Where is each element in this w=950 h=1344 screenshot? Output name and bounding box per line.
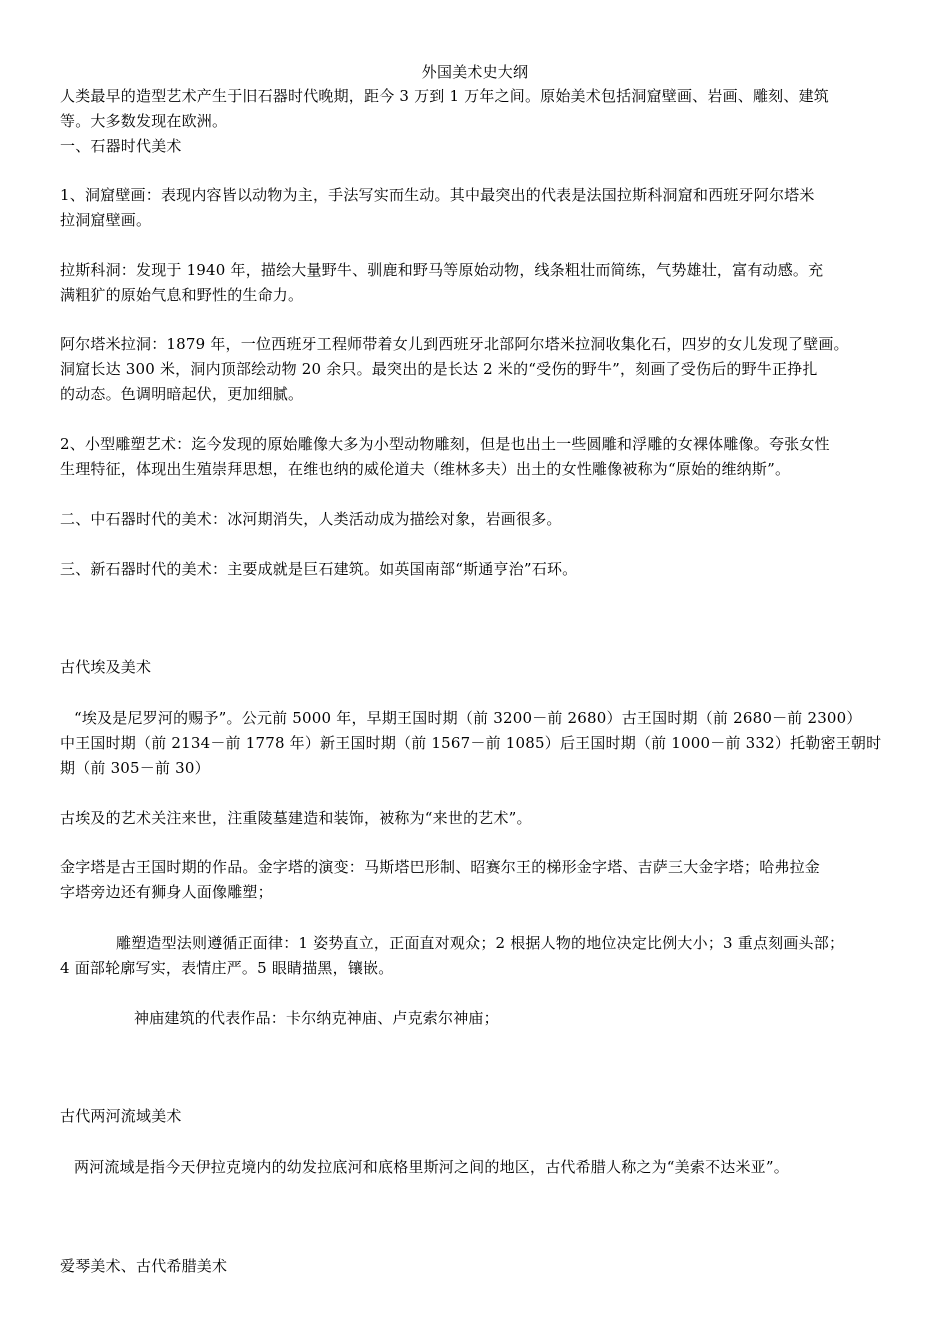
sculpture-rules-line-2: 4 面部轮廓写实，表情庄严。5 眼睛描黑，镶嵌。 [60, 959, 394, 977]
aegean-heading: 爱琴美术、古代希腊美术 [60, 1257, 228, 1275]
sculpture-rules-line-1: 雕塑造型法则遵循正面律：1 姿势直立，正面直对观众；2 根据人物的地位决定比例大小；3 重点刻画头部； [116, 934, 845, 952]
lascaux-line-1: 拉斯科洞：发现于 1940 年，描绘大量野牛、驯鹿和野马等原始动物，线条粗壮而简练，气势雄壮，富有动感。充 [60, 261, 824, 279]
neolithic-paragraph: 三、新石器时代的美术：主要成就是巨石建筑。如英国南部“斯通亨治”石环。 [60, 560, 578, 578]
egypt-periods-line-3: 期（前 305－前 30） [60, 759, 210, 777]
intro-line-2: 等。大多数发现在欧洲。 [60, 112, 228, 130]
egypt-heading: 古代埃及美术 [60, 658, 152, 676]
pyramids-line-1: 金字塔是古王国时期的作品。金字塔的演变：马斯塔巴形制、昭赛尔王的梯形金字塔、吉萨三大金字塔；哈弗拉金 [60, 858, 821, 876]
altamira-line-2: 洞窟长达 300 米，洞内顶部绘动物 20 余只。最突出的是长达 2 米的“受伤的野牛”，刻画了受伤后的野牛正挣扎 [60, 360, 818, 378]
document-title: 外国美术史大纲 [421, 63, 529, 81]
egypt-periods-line-1: “埃及是尼罗河的赐予”。公元前 5000 年，早期王国时期（前 3200－前 2680）古王国时期（前 2680－前 2300） [74, 709, 862, 727]
cave-painting-line-2: 拉洞窟壁画。 [60, 211, 152, 229]
lascaux-line-2: 满粗犷的原始气息和野性的生命力。 [60, 286, 304, 304]
intro-line-1: 人类最早的造型艺术产生于旧石器时代晚期，距今 3 万到 1 万年之间。原始美术包括洞窟壁画、岩画、雕刻、建筑 [60, 87, 829, 105]
mesopotamia-paragraph: 两河流域是指今天伊拉克境内的幼发拉底河和底格里斯河之间的地区，古代希腊人称之为“美索不达米亚”。 [74, 1158, 789, 1176]
cave-painting-line-1: 1、洞窟壁画：表现内容皆以动物为主，手法写实而生动。其中最突出的代表是法国拉斯科洞窟和西班牙阿尔塔米 [60, 186, 815, 204]
small-sculpture-line-2: 生理特征，体现出生殖崇拜思想，在维也纳的威伦道夫（维林多夫）出土的女性雕像被称为“原始的维纳斯”。 [60, 460, 791, 478]
altamira-line-1: 阿尔塔米拉洞：1879 年，一位西班牙工程师带着女儿到西班牙北部阿尔塔米拉洞收集化石，四岁的女儿发现了壁画。 [60, 335, 849, 353]
section-heading-stone-age: 一、石器时代美术 [60, 137, 182, 155]
egypt-afterlife-paragraph: 古埃及的艺术关注来世，注重陵墓建造和装饰，被称为“来世的艺术”。 [60, 809, 532, 827]
mesopotamia-heading: 古代两河流域美术 [60, 1107, 182, 1125]
egypt-periods-line-2: 中王国时期（前 2134－前 1778 年）新王国时期（前 1567－前 1085）后王国时期（前 1000－前 332）托勒密王朝时 [60, 734, 882, 752]
mesolithic-paragraph: 二、中石器时代的美术：冰河期消失，人类活动成为描绘对象，岩画很多。 [60, 510, 562, 528]
altamira-line-3: 的动态。色调明暗起伏，更加细腻。 [60, 385, 304, 403]
pyramids-line-2: 字塔旁边还有狮身人面像雕塑； [60, 883, 273, 901]
small-sculpture-line-1: 2、小型雕塑艺术：迄今发现的原始雕像大多为小型动物雕刻，但是也出土一些圆雕和浮雕的女裸体雕像。夸张女性 [60, 435, 830, 453]
temples-paragraph: 神庙建筑的代表作品：卡尔纳克神庙、卢克索尔神庙； [134, 1009, 499, 1027]
